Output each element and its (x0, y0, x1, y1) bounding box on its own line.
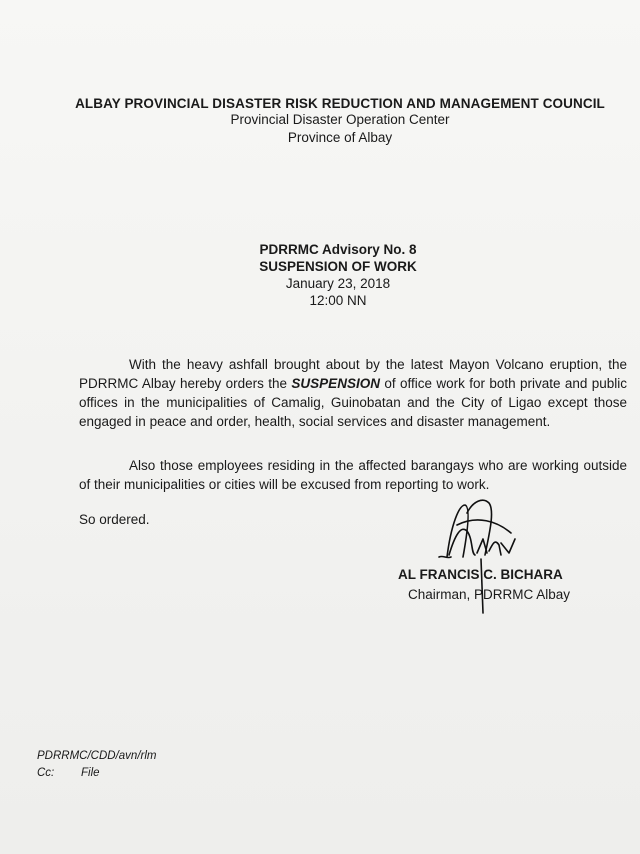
body-paragraph-1 (79, 355, 627, 431)
p1-text-start: With the heavy ashfall brought about by the latest Mayon Volcano eruption, the PDRRMC Albay hereby orders the (79, 357, 627, 391)
advisory-date: January 23, 2018 (285, 276, 391, 291)
advisory-time: 12:00 NN (309, 293, 367, 308)
signatory-name: AL FRANCIS C. BICHARA (398, 567, 563, 582)
p1-text-end: of office work for both private and public offices in the municipalities of Camalig, Guinobatan and the City of Ligao except those engaged in peace and order, health, social services and disaster management. (79, 376, 628, 429)
cc-value: File (81, 767, 100, 779)
organization-name: ALBAY PROVINCIAL DISASTER RISK REDUCTION AND MANAGEMENT COUNCIL (75, 96, 605, 111)
suspension-emphasis: SUSPENSION (291, 376, 380, 391)
office-name: Provincial Disaster Operation Center (230, 112, 450, 127)
body-paragraph-2: Also those employees residing in the affected barangays who are working outside of their municipalities or cities will be excused from reporting to work. (79, 458, 627, 492)
reference-footer (37, 748, 156, 782)
reference-code: PDRRMC/CDD/avn/rlm (37, 750, 157, 762)
advisory-title-block (0, 241, 640, 309)
province-name: Province of Albay (287, 130, 393, 145)
signatory-title: Chairman, PDRRMC Albay (408, 587, 571, 602)
closing-line: So ordered. (79, 512, 150, 527)
advisory-number: PDRRMC Advisory No. 8 (259, 242, 417, 257)
letterhead (0, 96, 640, 147)
cc-line (37, 765, 156, 782)
cc-label: Cc: (37, 767, 55, 779)
advisory-subject: SUSPENSION OF WORK (259, 259, 417, 274)
